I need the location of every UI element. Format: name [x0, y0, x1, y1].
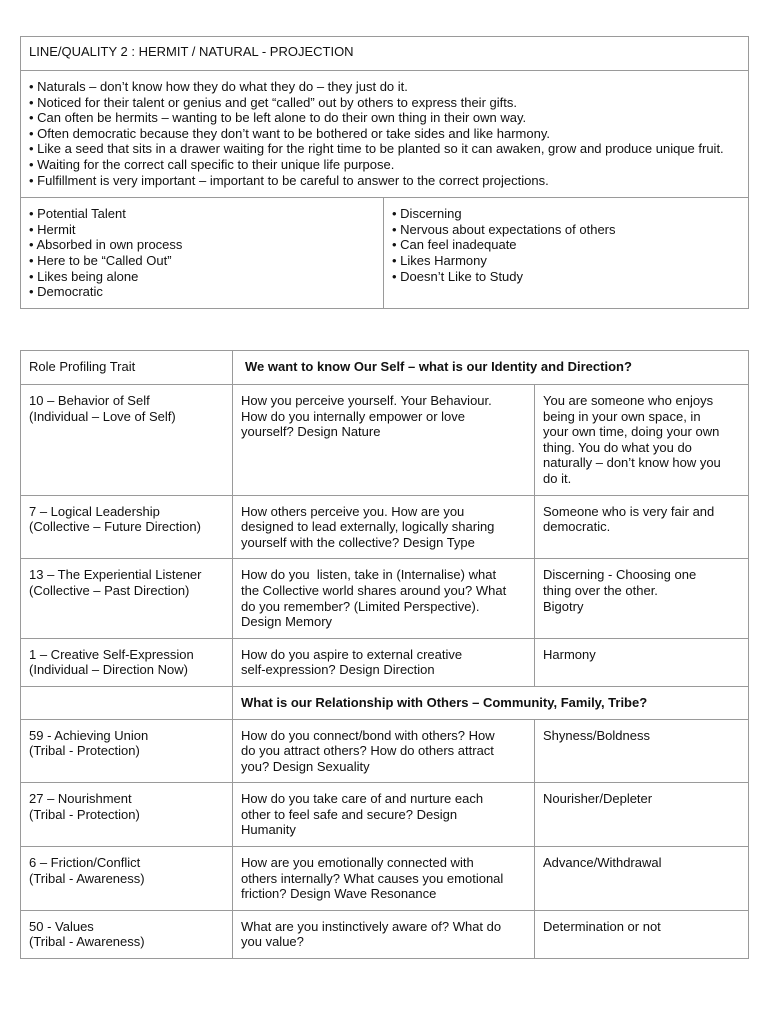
trait-cell-line: (Collective – Future Direction) [29, 519, 201, 535]
trait-cell [21, 495, 233, 559]
question-cell-line: How are you emotionally connected with [241, 855, 474, 871]
answer-cell [535, 385, 749, 496]
question-cell-line: How do you aspire to external creative [241, 646, 463, 662]
answer-cell-line: Someone who is very fair and [543, 503, 715, 519]
trait-cell-line: 50 - Values [29, 918, 94, 934]
answer-cell-line: Bigotry [543, 598, 584, 614]
question-cell [233, 385, 535, 496]
answer-cell-line: Harmony [543, 646, 596, 662]
trait-item: • Discerning [392, 206, 462, 222]
question-cell-line: self-expression? Design Direction [241, 662, 435, 678]
empty-cell [21, 686, 233, 719]
question-cell-line: the Collective world shares around you? What [241, 582, 507, 598]
answer-cell-line: do it. [543, 470, 572, 486]
description-bullet: • Fulfillment is very important – important to be careful to answer to the correct projections. [29, 172, 549, 188]
answer-cell-line: Determination or not [543, 918, 661, 934]
traits-left-list [21, 198, 384, 309]
trait-cell-line: 1 – Creative Self-Expression [29, 646, 194, 662]
trait-item: • Likes Harmony [392, 252, 487, 268]
answer-cell-line: Discerning - Choosing one [543, 567, 697, 583]
trait-cell-line: (Tribal - Awareness) [29, 870, 145, 886]
section-heading-row [21, 686, 749, 719]
role-profiling-table [20, 350, 749, 959]
answer-cell-line: being in your own space, in [543, 408, 701, 424]
question-cell-line: do you remember? (Limited Perspective). [241, 598, 480, 614]
trait-item: • Absorbed in own process [29, 237, 183, 253]
table-row [21, 385, 749, 496]
question-cell-line: How do you internally empower or love [241, 408, 465, 424]
trait-item: • Democratic [29, 284, 103, 300]
answer-cell-line: thing. You do what you do [543, 439, 692, 455]
description-bullet: • Noticed for their talent or genius and get “called” out by others to express their gifts. [29, 94, 517, 110]
profile-description [21, 71, 749, 198]
description-bullet: • Waiting for the correct call specific to their unique life purpose. [29, 156, 395, 172]
answer-cell [535, 783, 749, 847]
answer-cell [535, 638, 749, 686]
traits-right-list [384, 198, 749, 309]
answer-cell [535, 910, 749, 958]
table-row [21, 495, 749, 559]
trait-cell [21, 638, 233, 686]
question-cell [233, 847, 535, 911]
column-header: Role Profiling Trait [21, 351, 233, 385]
trait-item: • Nervous about expectations of others [392, 221, 616, 237]
question-cell-line: Design Memory [241, 614, 333, 630]
trait-cell-line: (Tribal - Protection) [29, 743, 140, 759]
answer-cell-line: Advance/Withdrawal [543, 855, 662, 871]
table-row [21, 559, 749, 638]
answer-cell [535, 559, 749, 638]
trait-item: • Doesn’t Like to Study [392, 268, 524, 284]
trait-item: • Likes being alone [29, 268, 139, 284]
trait-cell-line: (Individual – Direction Now) [29, 662, 188, 678]
trait-cell [21, 719, 233, 783]
question-cell-line: friction? Design Wave Resonance [241, 886, 437, 902]
question-cell-line: Humanity [241, 822, 296, 838]
answer-cell-line: your own time, doing your own [543, 424, 720, 440]
trait-cell-line: (Individual – Love of Self) [29, 408, 176, 424]
description-bullet: • Naturals – don’t know how they do what they do – they just do it. [29, 79, 408, 94]
section-heading: What is our Relationship with Others – Community, Family, Tribe? [233, 686, 749, 719]
trait-item: • Here to be “Called Out” [29, 252, 172, 268]
question-cell-line: you value? [241, 934, 304, 950]
question-cell [233, 638, 535, 686]
answer-cell [535, 495, 749, 559]
description-bullet: • Can often be hermits – wanting to be left alone to do their own thing in their own way. [29, 110, 527, 126]
answer-cell-line: naturally – don’t know how you [543, 455, 721, 471]
trait-cell-line: 7 – Logical Leadership [29, 503, 160, 519]
question-cell-line: How others perceive you. How are you [241, 503, 465, 519]
table-row [21, 847, 749, 911]
question-cell-line: designed to lead externally, logically sharing [241, 519, 495, 535]
question-cell [233, 783, 535, 847]
trait-cell [21, 783, 233, 847]
question-cell-line: yourself with the collective? Design Type [241, 534, 475, 550]
trait-cell-line: 13 – The Experiential Listener [29, 567, 202, 583]
trait-cell-line: (Tribal - Awareness) [29, 934, 145, 950]
description-bullet: • Often democratic because they don’t want to be bothered or take sides and like harmony. [29, 125, 550, 141]
question-cell-line: How do you listen, take in (Internalise) what [241, 567, 497, 583]
question-cell-line: you? Design Sexuality [241, 758, 370, 774]
answer-cell-line: Nourisher/Depleter [543, 791, 653, 807]
question-cell-line: How do you connect/bond with others? How [241, 727, 495, 743]
table-row [21, 638, 749, 686]
question-cell-line: yourself? Design Nature [241, 424, 381, 440]
trait-cell-line: 27 – Nourishment [29, 791, 132, 807]
answer-cell-line: You are someone who enjoys [543, 393, 714, 408]
trait-cell [21, 559, 233, 638]
trait-cell-line: 10 – Behavior of Self [29, 393, 150, 408]
question-cell-line: How you perceive yourself. Your Behaviour. [241, 393, 492, 408]
answer-cell [535, 719, 749, 783]
question-cell-line: do you attract others? How do others attract [241, 743, 494, 759]
section-heading: We want to know Our Self – what is our Identity and Direction? [233, 351, 749, 385]
question-cell [233, 495, 535, 559]
trait-cell-line: (Tribal - Protection) [29, 806, 140, 822]
trait-cell [21, 385, 233, 496]
answer-cell-line: democratic. [543, 519, 611, 535]
profile-table [20, 36, 749, 309]
trait-cell-line: 59 - Achieving Union [29, 727, 149, 743]
trait-cell-line: 6 – Friction/Conflict [29, 855, 141, 871]
question-cell-line: others internally? What causes you emotional [241, 870, 504, 886]
question-cell-line: other to feel safe and secure? Design [241, 806, 458, 822]
trait-cell [21, 910, 233, 958]
trait-item: • Can feel inadequate [392, 237, 517, 253]
question-cell [233, 719, 535, 783]
answer-cell-line: thing over the other. [543, 582, 658, 598]
answer-cell-line: Shyness/Boldness [543, 727, 650, 743]
question-cell-line: How do you take care of and nurture each [241, 791, 484, 807]
trait-cell-line: (Collective – Past Direction) [29, 582, 190, 598]
table-row [21, 910, 749, 958]
table-header-row [21, 351, 749, 385]
profile-title: LINE/QUALITY 2 : HERMIT / NATURAL - PROJECTION [21, 37, 749, 71]
question-cell [233, 559, 535, 638]
question-cell-line: What are you instinctively aware of? What do [241, 918, 502, 934]
answer-cell [535, 847, 749, 911]
question-cell [233, 910, 535, 958]
table-row [21, 719, 749, 783]
trait-item: • Hermit [29, 221, 76, 237]
table-row [21, 783, 749, 847]
trait-cell [21, 847, 233, 911]
trait-item: • Potential Talent [29, 206, 126, 222]
description-bullet: • Like a seed that sits in a drawer waiting for the right time to be planted so it can awaken, grow and produce unique fruit. [29, 141, 724, 157]
